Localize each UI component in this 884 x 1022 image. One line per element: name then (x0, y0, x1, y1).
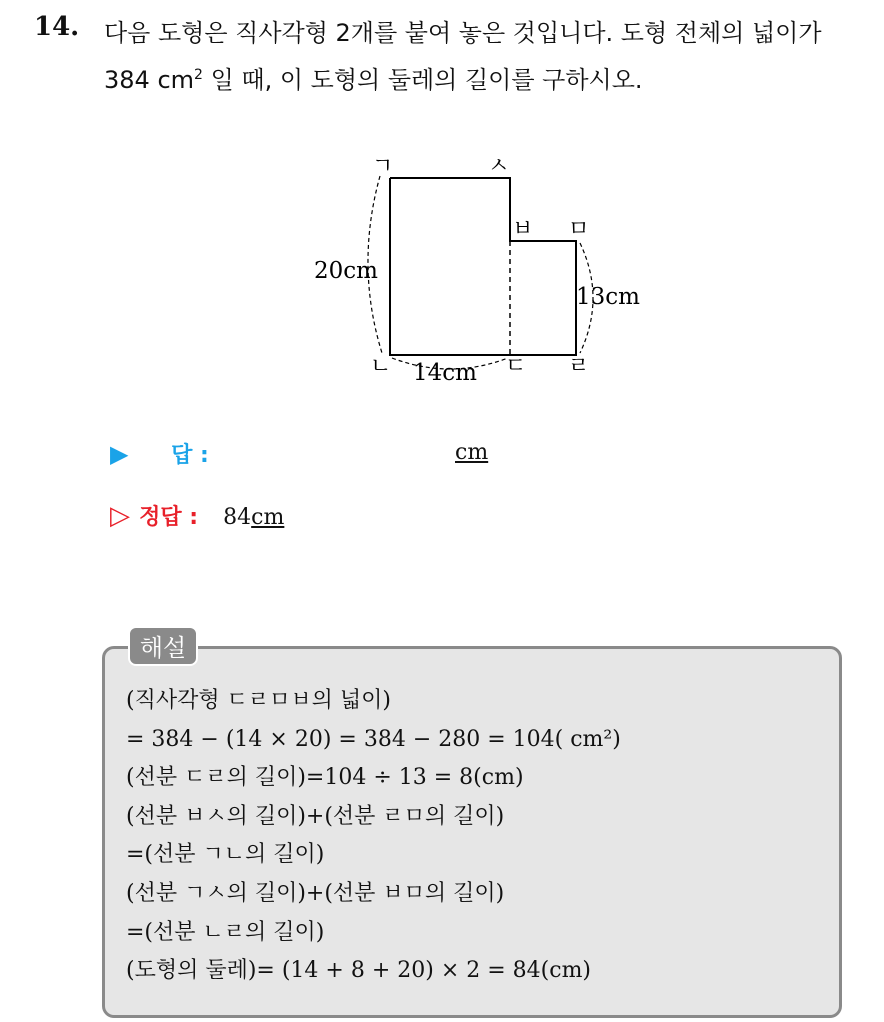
solution-tag: 해설 (128, 626, 198, 666)
question-area-value: 384 cm (104, 66, 195, 94)
question-text (104, 12, 874, 101)
question-line-1: 다음 도형은 직사각형 2개를 붙여 놓은 것입니다. 도형 전체의 넓이가 (104, 19, 822, 47)
open-triangle-icon: ▷ (110, 501, 130, 531)
label-m: ㅁ (568, 217, 590, 242)
solution-line: (선분 ㄷㄹ의 길이)=104 ÷ 13 = 8(cm) (126, 765, 524, 791)
answer-unit: cm (455, 440, 489, 465)
dimension-bottom: 14cm (413, 360, 477, 386)
label-d: ㄷ (505, 354, 527, 379)
question-line-2-rest: 일 때, 이 도형의 둘레의 길이를 구하시오. (202, 66, 643, 94)
label-r: ㄹ (568, 354, 590, 379)
solution-line: (선분 ㄱㅅ의 길이)+(선분 ㅂㅁ의 길이) (126, 880, 505, 906)
label-g: ㄱ (372, 154, 394, 179)
label-b: ㅂ (512, 217, 534, 242)
solution-line: (직사각형 ㄷㄹㅁㅂ의 넓이) (126, 688, 391, 713)
correct-value-unit: cm (251, 505, 285, 530)
solution-line: (도형의 둘레)= (14 + 8 + 20) × 2 = 84(cm) (126, 958, 592, 984)
correct-value-number: 84 (223, 505, 252, 530)
figure-outline (390, 178, 576, 355)
filled-triangle-icon: ▶ (110, 440, 129, 468)
solution-line: = 384 − (14 × 20) = 384 − 280 = 104( cm²) (126, 726, 621, 752)
dimension-left: 20cm (314, 258, 378, 284)
question-area-exponent: 2 (194, 67, 203, 83)
label-s: ㅅ (488, 154, 510, 179)
label-n: ㄴ (370, 354, 392, 379)
solution-line: (선분 ㅂㅅ의 길이)+(선분 ㄹㅁ의 길이) (126, 803, 505, 829)
solution-line: =(선분 ㄱㄴ의 길이) (126, 842, 325, 868)
solution-text (126, 682, 621, 991)
correct-answer-row (110, 500, 284, 531)
question-line-2 (104, 54, 874, 101)
rectangle-figure (300, 148, 660, 392)
question-number: 14. (34, 12, 80, 42)
correct-answer-value (223, 505, 284, 530)
answer-row (110, 438, 209, 469)
solution-line: =(선분 ㄴㄹ의 길이) (126, 919, 325, 945)
dimension-right: 13cm (576, 284, 640, 310)
correct-answer-label: 정답 : (139, 505, 199, 530)
answer-label: 답 : (171, 443, 209, 468)
